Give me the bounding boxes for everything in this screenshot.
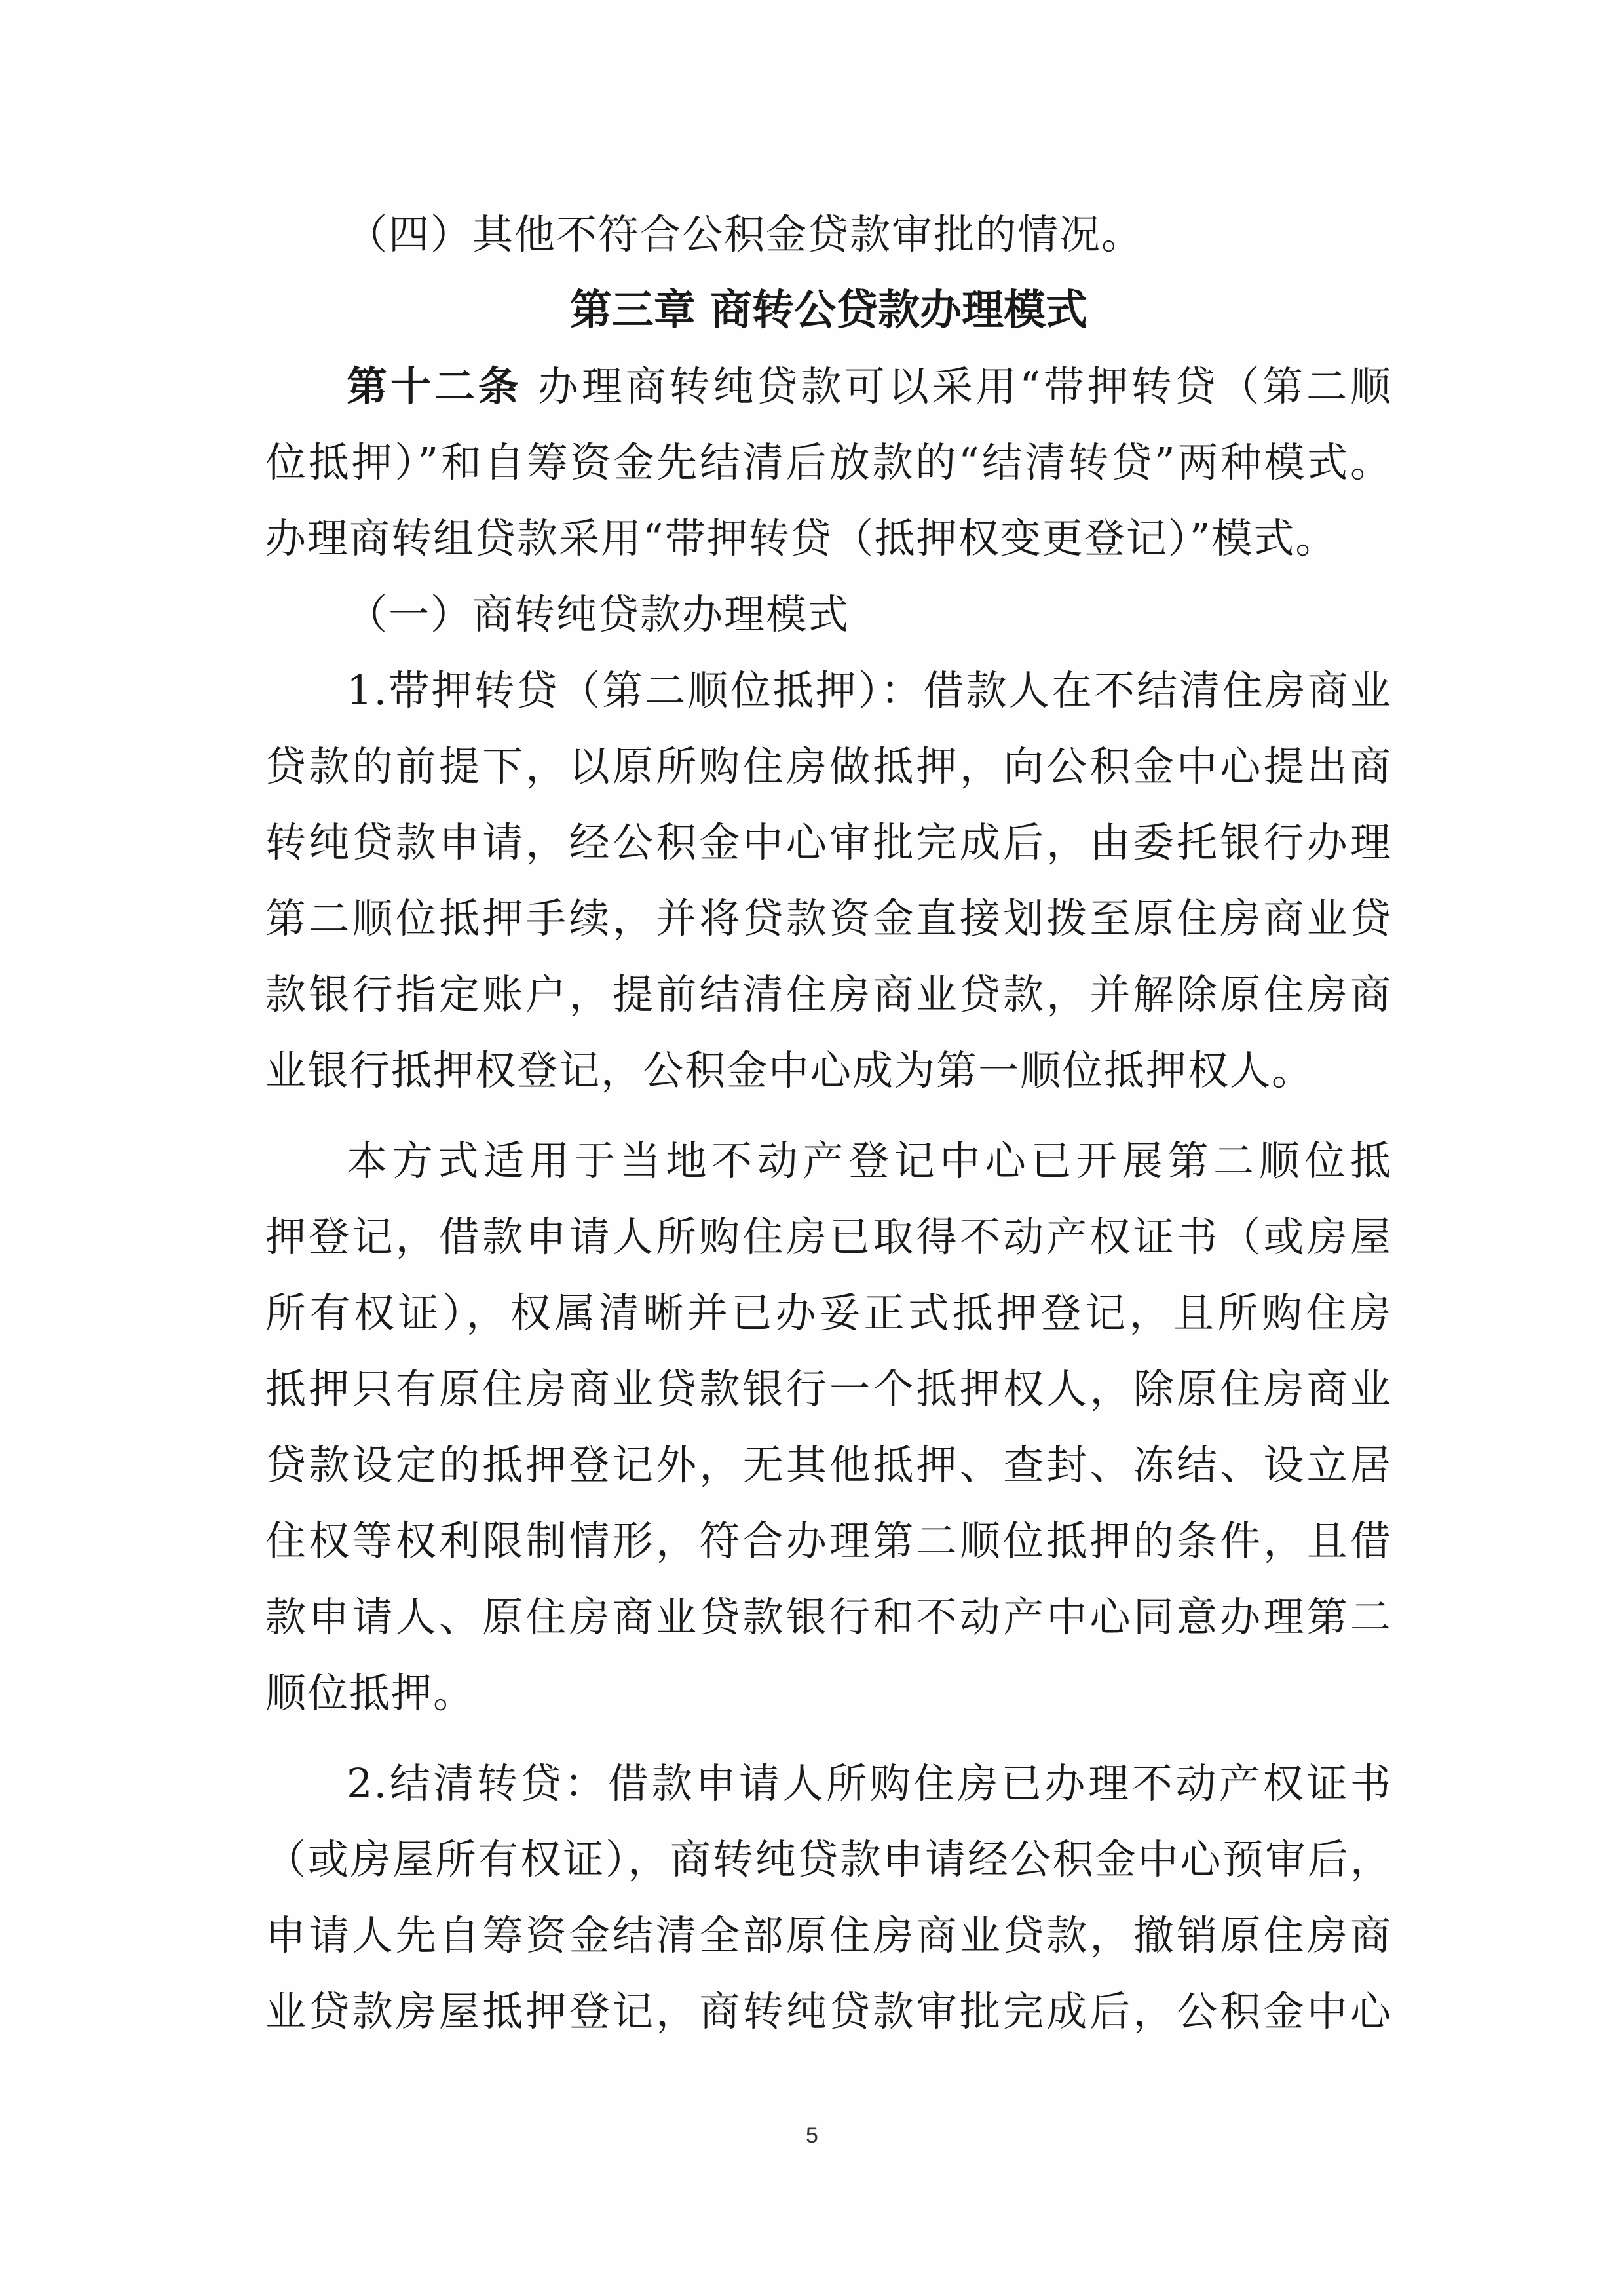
subsection-one-heading: （一）商转纯贷款办理模式 <box>347 590 850 638</box>
paragraph-one-line-4: 第二顺位抵押手续，并将贷款资金直接划拨至原住房商业贷 <box>265 894 1392 942</box>
paragraph-two-line-3: 所有权证），权属清晰并已办妥正式抵押登记，且所购住房 <box>265 1289 1392 1337</box>
article-twelve-line-2: 位抵押）”和自筹资金先结清后放款的“结清转贷”两种模式。 <box>265 438 1392 486</box>
paragraph-one-line-5: 款银行指定账户，提前结清住房商业贷款，并解除原住房商 <box>265 970 1392 1018</box>
document-body <box>265 197 1392 2050</box>
clause-four-line: （四）其他不符合公积金贷款审批的情况。 <box>347 210 1144 258</box>
page-number: 5 <box>806 2123 818 2148</box>
paragraph-one-line-2: 贷款的前提下，以原所购住房做抵押，向公积金中心提出商 <box>265 742 1392 790</box>
article-twelve-line-1 <box>265 349 1392 425</box>
paragraph-one-line-1: 1.带押转贷（第二顺位抵押）：借款人在不结清住房商业 <box>347 666 1392 714</box>
paragraph-three-line-4: 业贷款房屋抵押登记，商转纯贷款审批完成后，公积金中心 <box>265 1987 1392 2035</box>
chapter-title: 第三章 商转公贷款办理模式 <box>569 286 1088 335</box>
paragraph-three-line-3: 申请人先自筹资金结清全部原住房商业贷款，撤销原住房商 <box>265 1911 1392 1959</box>
paragraph-two-line-1: 本方式适用于当地不动产登记中心已开展第二顺位抵 <box>347 1137 1392 1185</box>
paragraph-one-line-6: 业银行抵押权登记，公积金中心成为第一顺位抵押权人。 <box>265 1046 1314 1094</box>
paragraph-three-line-2: （或房屋所有权证），商转纯贷款申请经公积金中心预审后， <box>265 1835 1392 1883</box>
paragraph-two-line-2: 押登记，借款申请人所购住房已取得不动产权证书（或房屋 <box>265 1213 1392 1261</box>
paragraph-gap <box>265 1731 1392 1746</box>
paragraph-two-line-8: 顺位抵押。 <box>265 1669 476 1717</box>
paragraph-two-line-7: 款申请人、原住房商业贷款银行和不动产中心同意办理第二 <box>265 1593 1392 1641</box>
paragraph-two-line-4: 抵押只有原住房商业贷款银行一个抵押权人，除原住房商业 <box>265 1365 1392 1413</box>
article-twelve-text-1: 办理商转纯贷款可以采用“带押转贷（第二顺 <box>521 362 1392 410</box>
article-twelve-label: 第十二条 <box>347 362 522 410</box>
paragraph-two-line-6: 住权等权利限制情形，符合办理第二顺位抵押的条件，且借 <box>265 1517 1392 1565</box>
paragraph-gap <box>265 1109 1392 1123</box>
paragraph-one-line-3: 转纯贷款申请，经公积金中心审批完成后，由委托银行办理 <box>265 818 1392 866</box>
paragraph-three-line-1: 2.结清转贷：借款申请人所购住房已办理不动产权证书 <box>347 1759 1392 1807</box>
article-twelve-line-3: 办理商转组贷款采用“带押转贷（抵押权变更登记）”模式。 <box>265 514 1338 562</box>
paragraph-two-line-5: 贷款设定的抵押登记外，无其他抵押、查封、冻结、设立居 <box>265 1441 1392 1489</box>
